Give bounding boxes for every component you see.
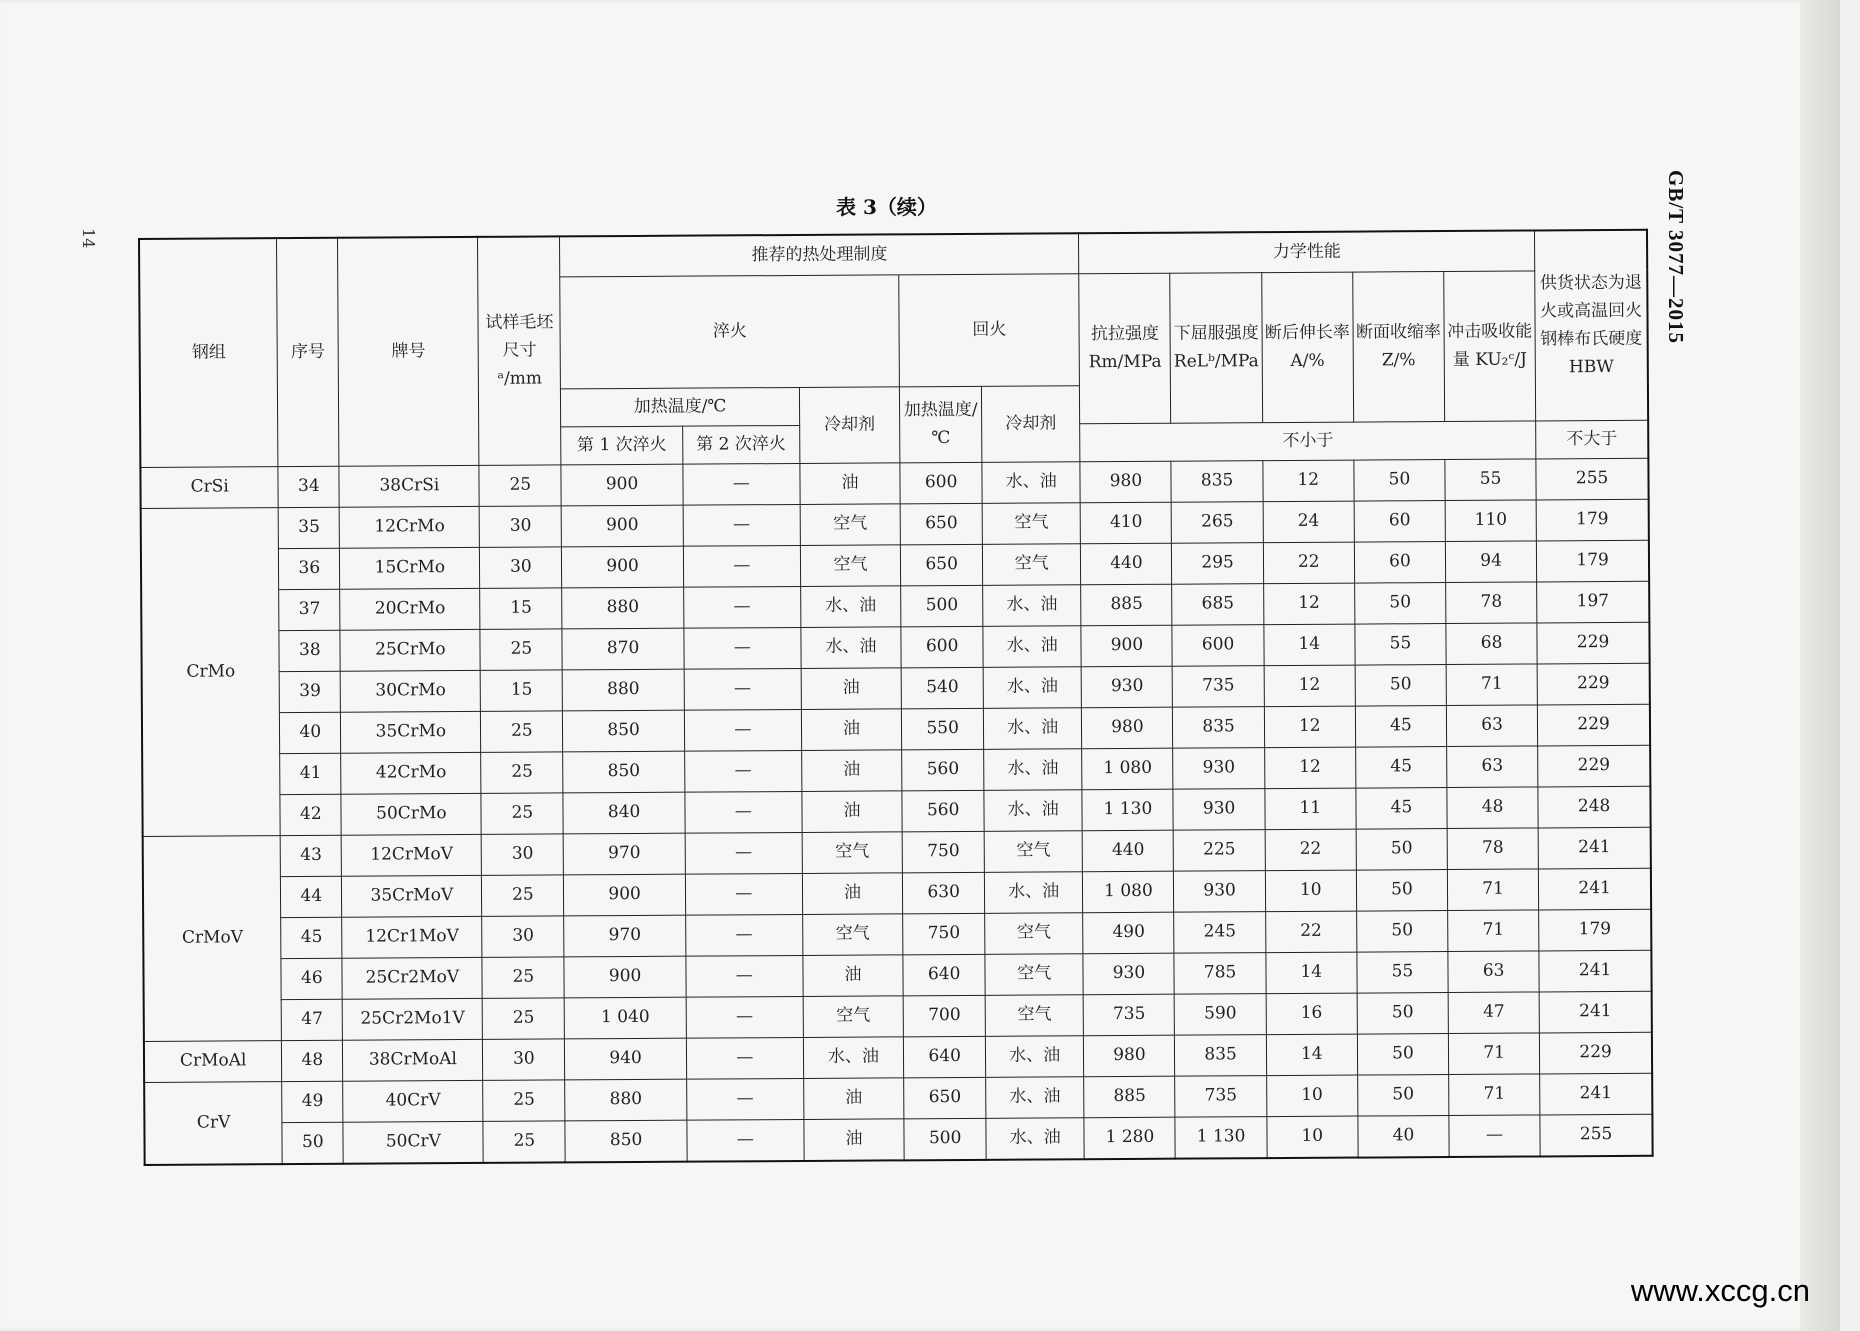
cell-grade: 35CrMo xyxy=(341,711,482,753)
cell-second-quench: — xyxy=(686,1078,803,1120)
cell-impact-energy: 71 xyxy=(1446,663,1537,705)
cell-temper-coolant: 空气 xyxy=(985,953,1083,995)
cell-hardness: 229 xyxy=(1538,704,1651,746)
cell-first-quench: 880 xyxy=(562,669,684,711)
cell-temper-temp: 650 xyxy=(904,1077,986,1118)
cell-seq-no: 50 xyxy=(282,1122,343,1164)
cell-first-quench: 970 xyxy=(563,833,685,875)
cell-grade: 15CrMo xyxy=(340,547,481,589)
cell-first-quench: 900 xyxy=(562,546,684,588)
cell-temper-coolant: 空气 xyxy=(982,543,1080,585)
cell-seq-no: 34 xyxy=(278,466,339,507)
cell-reduction-area: 50 xyxy=(1355,664,1446,706)
cell-reduction-area: 50 xyxy=(1356,910,1447,952)
cell-grade: 25CrMo xyxy=(340,629,481,671)
cell-hardness: 255 xyxy=(1540,1114,1653,1156)
cell-grade: 12CrMoV xyxy=(341,834,482,876)
cell-quench-coolant: 油 xyxy=(802,872,903,914)
cell-temper-temp: 650 xyxy=(901,544,983,585)
cell-grade: 12Cr1MoV xyxy=(342,916,483,958)
cell-hardness: 229 xyxy=(1537,622,1650,664)
cell-sample-size: 25 xyxy=(483,1079,565,1120)
cell-tensile-strength: 490 xyxy=(1083,912,1174,954)
cell-first-quench: 900 xyxy=(561,464,683,506)
cell-impact-energy: 71 xyxy=(1448,1032,1539,1074)
header-mechanical-props: 力学性能 xyxy=(1079,230,1535,273)
cell-yield-strength: 835 xyxy=(1171,460,1262,502)
cell-yield-strength: 245 xyxy=(1174,911,1265,953)
cell-grade: 12CrMo xyxy=(339,506,480,548)
table-row xyxy=(144,1114,1652,1165)
header-heat-treatment: 推荐的热处理制度 xyxy=(560,233,1079,276)
cell-first-quench: 900 xyxy=(561,505,683,547)
cell-temper-coolant: 水、油 xyxy=(986,1076,1084,1118)
cell-temper-coolant: 水、油 xyxy=(984,748,1082,790)
cell-temper-coolant: 水、油 xyxy=(983,584,1081,626)
cell-yield-strength: 835 xyxy=(1173,706,1264,748)
cell-tensile-strength: 410 xyxy=(1080,502,1171,544)
cell-grade: 38CrSi xyxy=(339,465,480,507)
cell-hardness: 179 xyxy=(1537,540,1650,582)
cell-second-quench: — xyxy=(685,914,802,956)
cell-impact-energy: 78 xyxy=(1446,581,1537,623)
cell-temper-temp: 650 xyxy=(900,503,982,544)
cell-reduction-area: 45 xyxy=(1355,746,1446,788)
header-elongation: 断后伸长率 A/% xyxy=(1261,272,1353,423)
cell-yield-strength: 835 xyxy=(1175,1034,1266,1076)
cell-quench-coolant: 油 xyxy=(801,749,902,791)
cell-yield-strength: 930 xyxy=(1173,788,1264,830)
cell-tensile-strength: 930 xyxy=(1081,666,1172,708)
cell-seq-no: 47 xyxy=(282,999,343,1040)
cell-grade: 25Cr2MoV xyxy=(342,957,483,999)
cell-seq-no: 49 xyxy=(282,1081,343,1122)
cell-impact-energy: 63 xyxy=(1447,745,1538,787)
cell-quench-coolant: 空气 xyxy=(802,913,903,955)
cell-second-quench: — xyxy=(684,668,801,710)
cell-tensile-strength: 980 xyxy=(1080,461,1171,503)
cell-steel-group: CrMoV xyxy=(143,835,282,1041)
cell-reduction-area: 55 xyxy=(1355,623,1446,665)
cell-elongation: 14 xyxy=(1266,952,1357,994)
cell-impact-energy: 63 xyxy=(1448,950,1539,992)
cell-second-quench: — xyxy=(684,750,801,792)
cell-impact-energy: 47 xyxy=(1448,991,1539,1033)
header-temper-heating-temp: 加热温度/℃ xyxy=(900,386,982,462)
cell-elongation: 10 xyxy=(1265,870,1356,912)
cell-elongation: 12 xyxy=(1263,583,1354,625)
cell-temper-temp: 500 xyxy=(904,1118,986,1160)
table-header xyxy=(139,230,1648,467)
header-hardness: 供货状态为退火或高温回火钢棒布氏硬度 HBW xyxy=(1535,230,1648,421)
cell-reduction-area: 60 xyxy=(1354,541,1445,583)
cell-steel-group: CrMoAl xyxy=(144,1040,282,1082)
cell-impact-energy: 110 xyxy=(1445,499,1536,541)
cell-seq-no: 37 xyxy=(279,589,340,630)
cell-second-quench: — xyxy=(685,791,802,833)
cell-grade: 40CrV xyxy=(343,1080,484,1122)
cell-temper-coolant: 水、油 xyxy=(982,461,1080,503)
cell-first-quench: 870 xyxy=(562,628,684,670)
header-second-quench: 第 2 次淬火 xyxy=(683,425,800,464)
cell-seq-no: 46 xyxy=(281,958,342,999)
cell-reduction-area: 50 xyxy=(1354,582,1445,624)
cell-temper-coolant: 水、油 xyxy=(984,871,1082,913)
cell-seq-no: 39 xyxy=(280,671,341,712)
cell-seq-no: 40 xyxy=(280,712,341,753)
cell-sample-size: 30 xyxy=(482,833,564,874)
cell-temper-coolant: 水、油 xyxy=(983,707,1081,749)
cell-second-quench: — xyxy=(683,463,800,505)
cell-grade: 38CrMoAl xyxy=(343,1039,484,1081)
cell-elongation: 10 xyxy=(1267,1116,1358,1158)
header-reduction-area: 断面收缩率 Z/% xyxy=(1353,271,1445,422)
header-impact-energy: 冲击吸收能量 KU₂ᶜ/J xyxy=(1444,270,1536,421)
cell-sample-size: 25 xyxy=(479,464,561,505)
cell-temper-temp: 560 xyxy=(902,790,984,831)
cell-quench-coolant: 油 xyxy=(803,954,904,996)
header-tensile-strength: 抗拉强度 Rm/MPa xyxy=(1079,273,1171,424)
cell-grade: 25Cr2Mo1V xyxy=(342,998,483,1040)
cell-sample-size: 15 xyxy=(480,587,562,628)
cell-tensile-strength: 735 xyxy=(1083,994,1174,1036)
cell-quench-coolant: 水、油 xyxy=(800,585,901,627)
cell-hardness: 241 xyxy=(1539,991,1652,1033)
cell-elongation: 16 xyxy=(1266,993,1357,1035)
cell-quench-coolant: 空气 xyxy=(800,503,901,545)
cell-quench-coolant: 油 xyxy=(801,667,902,709)
cell-temper-temp: 630 xyxy=(903,872,985,913)
cell-grade: 20CrMo xyxy=(340,588,481,630)
cell-temper-temp: 560 xyxy=(902,749,984,790)
header-seq-no: 序号 xyxy=(277,238,339,466)
cell-hardness: 248 xyxy=(1538,786,1651,828)
cell-sample-size: 30 xyxy=(480,546,562,587)
cell-reduction-area: 50 xyxy=(1357,992,1448,1034)
cell-second-quench: — xyxy=(685,873,802,915)
cell-yield-strength: 600 xyxy=(1172,624,1263,666)
cell-elongation: 14 xyxy=(1264,624,1355,666)
cell-first-quench: 1 040 xyxy=(564,997,686,1039)
cell-quench-coolant: 水、油 xyxy=(801,626,902,668)
cell-temper-coolant: 水、油 xyxy=(983,666,1081,708)
cell-elongation: 11 xyxy=(1265,788,1356,830)
cell-yield-strength: 1 130 xyxy=(1175,1116,1266,1158)
cell-elongation: 12 xyxy=(1264,747,1355,789)
cell-elongation: 12 xyxy=(1263,460,1354,502)
header-yield-strength: 下屈服强度 ReLᵇ/MPa xyxy=(1170,272,1262,423)
cell-second-quench: — xyxy=(686,996,803,1038)
cell-quench-coolant: 水、油 xyxy=(803,1036,904,1078)
cell-grade: 35CrMoV xyxy=(342,875,483,917)
cell-grade: 42CrMo xyxy=(341,752,482,794)
cell-second-quench: — xyxy=(687,1119,804,1161)
cell-first-quench: 840 xyxy=(563,792,685,834)
cell-reduction-area: 40 xyxy=(1358,1115,1449,1157)
cell-grade: 30CrMo xyxy=(340,670,481,712)
cell-sample-size: 25 xyxy=(483,997,565,1038)
cell-hardness: 197 xyxy=(1537,581,1650,623)
cell-temper-temp: 640 xyxy=(903,954,985,995)
cell-yield-strength: 295 xyxy=(1172,542,1263,584)
cell-second-quench: — xyxy=(683,504,800,546)
cell-sample-size: 25 xyxy=(481,710,563,751)
cell-sample-size: 25 xyxy=(482,874,564,915)
cell-elongation: 22 xyxy=(1263,542,1354,584)
table-title: 表 3（续） xyxy=(836,195,937,219)
cell-seq-no: 36 xyxy=(279,548,340,589)
cell-temper-coolant: 水、油 xyxy=(984,789,1082,831)
cell-yield-strength: 735 xyxy=(1175,1075,1266,1117)
cell-sample-size: 25 xyxy=(482,956,564,997)
cell-elongation: 22 xyxy=(1265,829,1356,871)
cell-elongation: 12 xyxy=(1264,706,1355,748)
cell-impact-energy: 55 xyxy=(1445,458,1536,500)
cell-temper-temp: 600 xyxy=(901,626,983,667)
header-tempering: 回火 xyxy=(899,273,1080,386)
cell-temper-temp: 640 xyxy=(904,1036,986,1077)
cell-hardness: 241 xyxy=(1539,950,1652,992)
table-wrapper xyxy=(138,229,1654,1210)
cell-temper-temp: 750 xyxy=(902,831,984,872)
cell-tensile-strength: 900 xyxy=(1081,625,1172,667)
cell-grade: 50CrV xyxy=(343,1121,484,1163)
cell-impact-energy: — xyxy=(1449,1114,1540,1156)
cell-first-quench: 880 xyxy=(562,587,684,629)
cell-hardness: 179 xyxy=(1536,499,1649,541)
cell-temper-temp: 700 xyxy=(903,995,985,1036)
cell-second-quench: — xyxy=(684,627,801,669)
header-quenching: 淬火 xyxy=(560,274,900,388)
cell-second-quench: — xyxy=(686,1037,803,1079)
watermark-url: www.xccg.cn xyxy=(1630,1273,1810,1308)
cell-quench-coolant: 空气 xyxy=(803,995,904,1037)
cell-temper-coolant: 空气 xyxy=(985,912,1083,954)
cell-tensile-strength: 1 080 xyxy=(1083,871,1174,913)
cell-reduction-area: 45 xyxy=(1355,705,1446,747)
cell-quench-coolant: 空气 xyxy=(800,544,901,586)
cell-tensile-strength: 1 280 xyxy=(1084,1117,1175,1159)
cell-seq-no: 41 xyxy=(280,753,341,794)
cell-tensile-strength: 885 xyxy=(1081,584,1172,626)
header-steel-group: 钢组 xyxy=(139,238,278,467)
cell-reduction-area: 55 xyxy=(1357,951,1448,993)
cell-quench-coolant: 油 xyxy=(802,790,903,832)
cell-yield-strength: 590 xyxy=(1175,993,1266,1035)
table-body xyxy=(140,458,1652,1165)
cell-reduction-area: 50 xyxy=(1356,828,1447,870)
cell-tensile-strength: 440 xyxy=(1081,543,1172,585)
cell-temper-temp: 550 xyxy=(902,708,984,749)
cell-quench-coolant: 油 xyxy=(801,708,902,750)
cell-hardness: 241 xyxy=(1539,868,1652,910)
cell-quench-coolant: 油 xyxy=(803,1077,904,1119)
cell-temper-coolant: 水、油 xyxy=(983,625,1081,667)
cell-tensile-strength: 980 xyxy=(1082,707,1173,749)
page-number: 14 xyxy=(79,228,98,249)
cell-first-quench: 850 xyxy=(565,1120,687,1162)
cell-elongation: 10 xyxy=(1266,1075,1357,1117)
header-quench-coolant: 冷却剂 xyxy=(799,386,900,463)
cell-quench-coolant: 油 xyxy=(800,462,901,504)
cell-impact-energy: 78 xyxy=(1447,827,1538,869)
cell-hardness: 229 xyxy=(1540,1032,1653,1074)
cell-quench-coolant: 油 xyxy=(804,1118,905,1160)
cell-seq-no: 38 xyxy=(279,630,340,671)
cell-seq-no: 44 xyxy=(281,876,342,917)
cell-temper-temp: 500 xyxy=(901,585,983,626)
cell-hardness: 255 xyxy=(1536,458,1649,500)
standard-code: GB/T 3077—2015 xyxy=(1664,170,1688,345)
cell-seq-no: 45 xyxy=(281,917,342,958)
cell-steel-group: CrSi xyxy=(140,466,278,508)
cell-sample-size: 15 xyxy=(481,669,563,710)
cell-hardness: 229 xyxy=(1537,663,1650,705)
cell-hardness: 229 xyxy=(1538,745,1651,787)
cell-seq-no: 42 xyxy=(280,794,341,835)
cell-yield-strength: 930 xyxy=(1174,870,1265,912)
cell-yield-strength: 225 xyxy=(1174,829,1265,871)
cell-second-quench: — xyxy=(683,545,800,587)
cell-yield-strength: 265 xyxy=(1172,501,1263,543)
cell-temper-temp: 540 xyxy=(901,667,983,708)
cell-hardness: 241 xyxy=(1538,827,1651,869)
header-not-more-than: 不大于 xyxy=(1536,420,1649,459)
cell-second-quench: — xyxy=(683,586,800,628)
cell-reduction-area: 50 xyxy=(1357,1074,1448,1116)
cell-tensile-strength: 930 xyxy=(1083,953,1174,995)
header-first-quench: 第 1 次淬火 xyxy=(561,426,683,465)
cell-impact-energy: 94 xyxy=(1445,540,1536,582)
cell-seq-no: 35 xyxy=(279,507,340,548)
cell-impact-energy: 63 xyxy=(1446,704,1537,746)
cell-impact-energy: 71 xyxy=(1449,1073,1540,1115)
cell-tensile-strength: 1 080 xyxy=(1082,748,1173,790)
cell-first-quench: 900 xyxy=(564,874,686,916)
cell-temper-temp: 750 xyxy=(903,913,985,954)
cell-sample-size: 25 xyxy=(483,1120,565,1162)
cell-sample-size: 30 xyxy=(482,915,564,956)
cell-sample-size: 25 xyxy=(480,628,562,669)
cell-tensile-strength: 440 xyxy=(1082,830,1173,872)
cell-temper-coolant: 水、油 xyxy=(985,1035,1083,1077)
cell-yield-strength: 930 xyxy=(1173,747,1264,789)
cell-first-quench: 850 xyxy=(563,710,685,752)
cell-temper-coolant: 空气 xyxy=(985,994,1083,1036)
cell-second-quench: — xyxy=(685,832,802,874)
cell-reduction-area: 60 xyxy=(1354,500,1445,542)
cell-sample-size: 30 xyxy=(480,505,562,546)
cell-seq-no: 43 xyxy=(281,835,342,876)
cell-elongation: 12 xyxy=(1264,665,1355,707)
header-grade: 牌号 xyxy=(338,237,480,466)
cell-hardness: 179 xyxy=(1539,909,1652,951)
cell-first-quench: 970 xyxy=(564,915,686,957)
cell-impact-energy: 68 xyxy=(1446,622,1537,664)
cell-elongation: 14 xyxy=(1266,1034,1357,1076)
cell-reduction-area: 45 xyxy=(1356,787,1447,829)
cell-impact-energy: 71 xyxy=(1447,868,1538,910)
cell-first-quench: 900 xyxy=(564,956,686,998)
cell-sample-size: 30 xyxy=(483,1038,565,1079)
cell-reduction-area: 50 xyxy=(1356,869,1447,911)
cell-temper-temp: 600 xyxy=(900,462,982,503)
cell-elongation: 24 xyxy=(1263,501,1354,543)
cell-seq-no: 48 xyxy=(282,1040,343,1081)
header-not-less-than: 不小于 xyxy=(1080,420,1536,461)
cell-elongation: 22 xyxy=(1265,911,1356,953)
cell-second-quench: — xyxy=(684,709,801,751)
cell-yield-strength: 735 xyxy=(1173,665,1264,707)
cell-first-quench: 850 xyxy=(563,751,685,793)
cell-second-quench: — xyxy=(686,955,803,997)
cell-hardness: 241 xyxy=(1540,1073,1653,1115)
cell-quench-coolant: 空气 xyxy=(802,831,903,873)
cell-sample-size: 25 xyxy=(481,751,563,792)
cell-temper-coolant: 空气 xyxy=(984,830,1082,872)
cell-steel-group: CrMo xyxy=(141,507,281,836)
cell-temper-coolant: 水、油 xyxy=(986,1117,1085,1159)
cell-grade: 50CrMo xyxy=(341,793,482,835)
cell-yield-strength: 685 xyxy=(1172,583,1263,625)
header-temper-coolant: 冷却剂 xyxy=(981,385,1080,462)
cell-impact-energy: 48 xyxy=(1447,786,1538,828)
cell-sample-size: 25 xyxy=(481,792,563,833)
header-heating-temp: 加热温度/℃ xyxy=(561,387,800,426)
header-sample-size: 试样毛坯尺寸ᵃ/mm xyxy=(478,236,561,464)
cell-first-quench: 940 xyxy=(565,1038,687,1080)
cell-tensile-strength: 980 xyxy=(1084,1035,1175,1077)
cell-impact-energy: 71 xyxy=(1448,909,1539,951)
cell-tensile-strength: 1 130 xyxy=(1082,789,1173,831)
cell-reduction-area: 50 xyxy=(1354,459,1445,501)
cell-steel-group: CrV xyxy=(144,1081,282,1164)
cell-tensile-strength: 885 xyxy=(1084,1076,1175,1118)
cell-yield-strength: 785 xyxy=(1174,952,1265,994)
page-edge-shadow xyxy=(1800,0,1840,1331)
steel-properties-table xyxy=(138,229,1654,1166)
cell-reduction-area: 50 xyxy=(1357,1033,1448,1075)
cell-first-quench: 880 xyxy=(565,1079,687,1121)
cell-temper-coolant: 空气 xyxy=(982,502,1080,544)
